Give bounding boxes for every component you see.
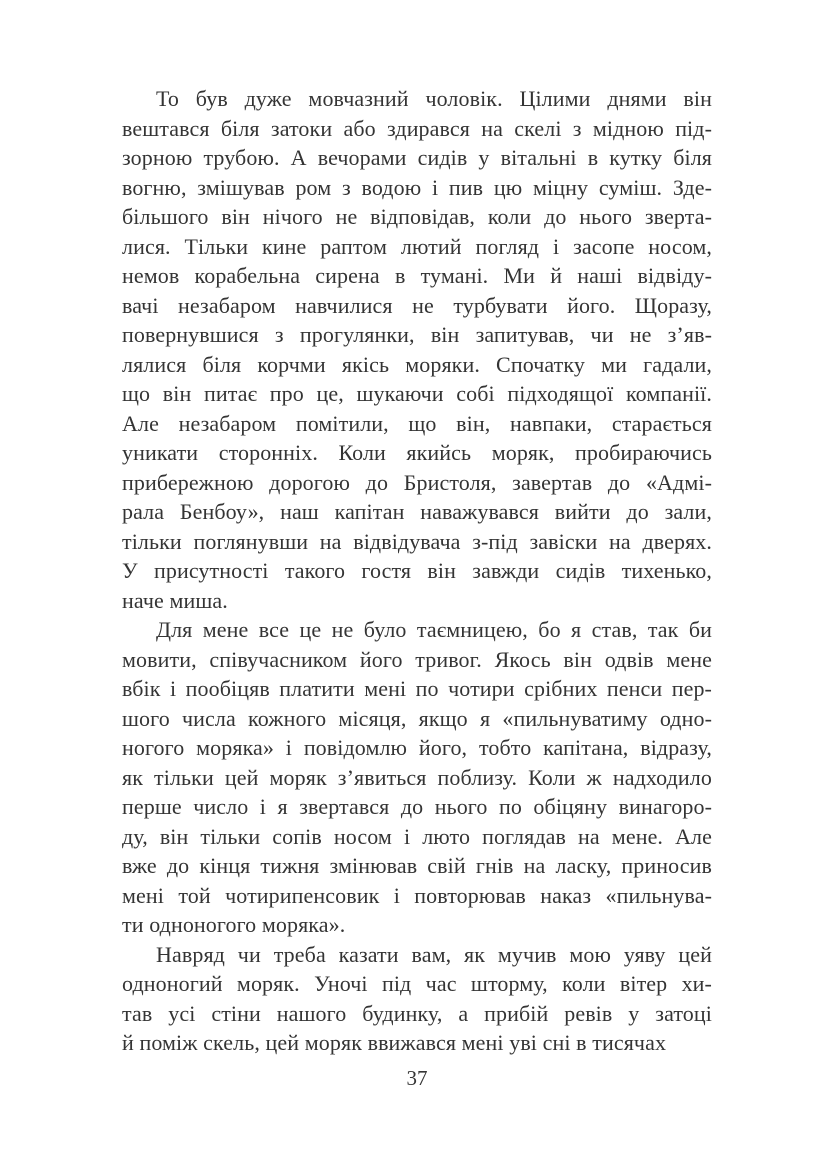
text-line: лися. Тільки кине раптом лютий погляд і засопе носом, [122, 233, 712, 259]
text-line: рала Бенбоу», наш капітан наважувався вийти до зали, [122, 499, 712, 524]
text-line: мені той чотирипенсовик і повторював наказ «пильнува- [122, 882, 712, 908]
text-line: уникати сторонніх. Коли якийсь моряк, пробираючись [122, 440, 712, 465]
text-line: одноногий моряк. Уночі під час шторму, коли вітер хи- [122, 971, 712, 996]
text-line: зорною трубою. А вечорами сидів у вітальні в кутку біля [122, 145, 712, 170]
text-line: наче миша. [122, 587, 228, 613]
text-line: У присутності такого гостя він завжди сидів тихенько, [122, 558, 712, 583]
text-line: немов корабельна сирена в тумані. Ми й наші відвіду- [122, 263, 712, 288]
text-line: вже до кінця тижня змінював свій гнів на ласку, приносив [122, 853, 712, 878]
text-line: й поміж скель, цей моряк ввижався мені уві сні в тисячах [122, 1030, 667, 1055]
page-text [122, 84, 712, 1058]
text-line: То був дуже мовчазний чоловік. Цілими днями він [156, 86, 712, 111]
text-line: лялися біля корчми якісь моряки. Спочатку ми гадали, [122, 351, 712, 377]
text-line: мовити, співучасником його тривог. Якось він одвів мене [122, 646, 712, 672]
text-line: Але незабаром помітили, що він, навпаки, старається [122, 410, 712, 436]
text-line: більшого він нічого не відповідав, коли до нього зверта- [122, 204, 712, 229]
text-line: Навряд чи треба казати вам, як мучив мою уяву цей [156, 941, 712, 967]
text-line: шого числа кожного місяця, якщо я «пильнуватиму одно- [122, 705, 712, 731]
text-line: перше число і я звертався до нього по обіцяну винагоро- [122, 794, 712, 819]
text-line: прибережною дорогою до Бристоля, завертав до «Адмі- [122, 469, 712, 495]
text-line: ду, він тільки сопів носом і люто поглядав на мене. Але [122, 823, 712, 849]
text-line: вештався біля затоки або здирався на скелі з мідною під- [122, 115, 712, 141]
text-line: повернувшися з прогулянки, він запитував, чи не з’яв- [122, 322, 712, 347]
text-line: ногого моряка» і повідомлю його, тобто капітана, відразу, [122, 735, 712, 760]
text-line: тав усі стіни нашого будинку, а прибій ревів у затоці [122, 1000, 712, 1026]
text-line: як тільки цей моряк з’явиться поблизу. Коли ж надходило [122, 764, 712, 790]
text-line: що він питає про це, шукаючи собі підходящої компанії. [122, 381, 712, 406]
text-line: Для мене все це не було таємницею, бо я став, так би [156, 617, 712, 642]
page-number: 37 [406, 1066, 428, 1090]
text-line: вогню, змішував ром з водою і пив цю міцну суміш. Зде- [122, 174, 712, 200]
text-line: вбік і пообіцяв платити мені по чотири срібних пенси пер- [122, 676, 712, 701]
text-line: вачі незабаром навчилися не турбувати його. Щоразу, [122, 292, 712, 318]
text-line: тільки поглянувши на відвідувача з-під завіски на дверях. [122, 528, 712, 554]
text-line: ти одноногого моряка». [122, 912, 346, 937]
